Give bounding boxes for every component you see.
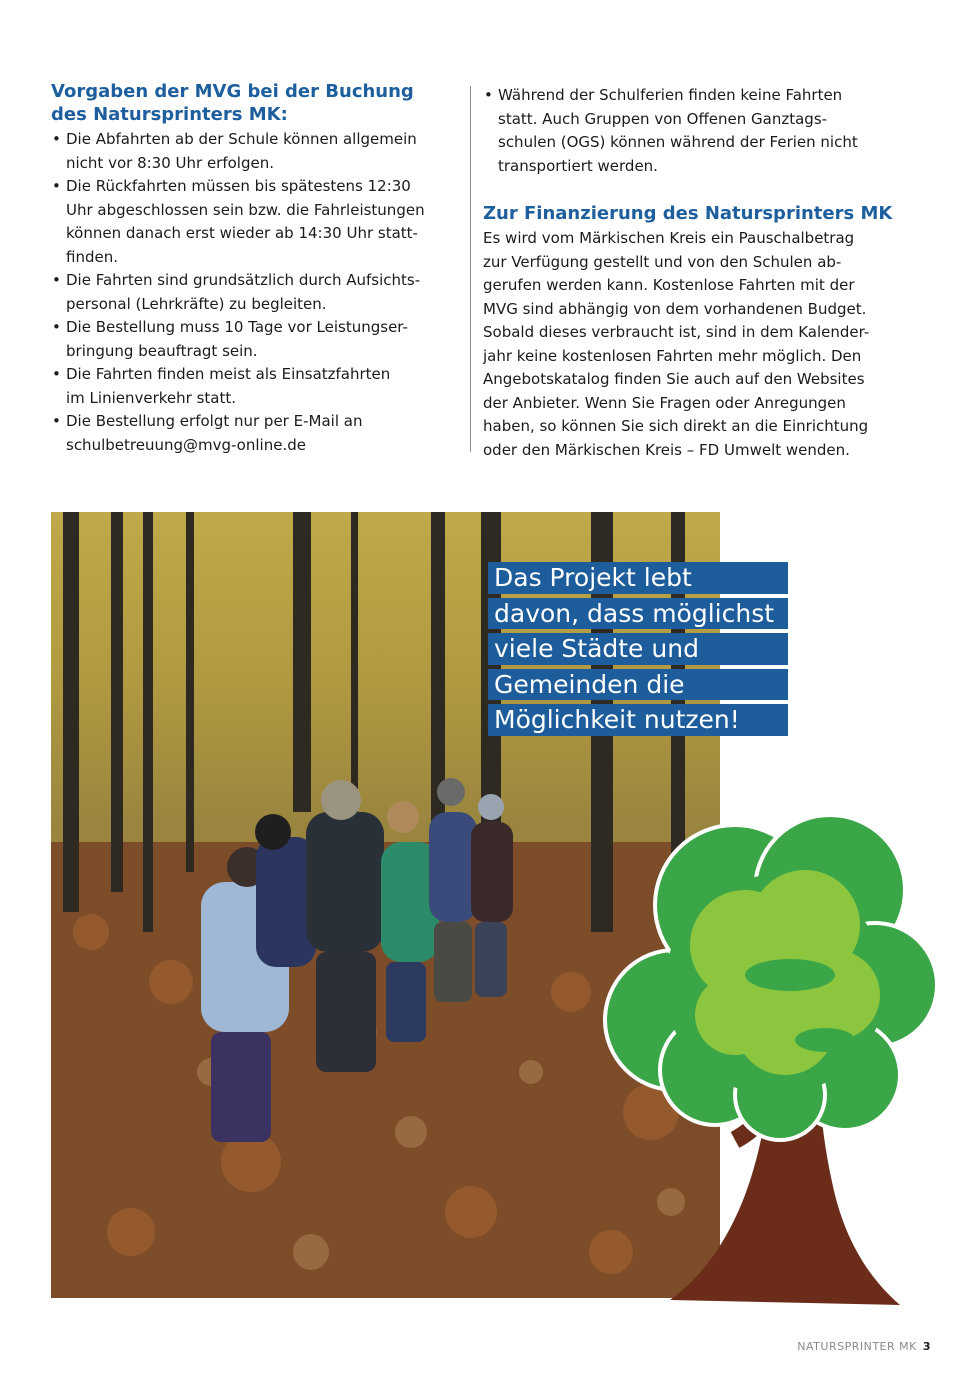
right-column [483,80,893,462]
page-footer [797,1340,931,1353]
quote-line: davon, dass möglichst [488,598,788,630]
column-divider [470,86,471,452]
booking-rules-heading: Vorgaben der MVG bei der Buchung des Natursprinters MK: [51,81,414,125]
financing-heading: Zur Finanzierung des Natursprinters MK [483,203,893,224]
email-address: schulbetreuung@mvg-online.de [66,435,306,454]
quote-line: Das Projekt lebt [488,562,788,594]
left-column [51,80,459,457]
quote-line: Möglichkeit nutzen! [488,704,788,736]
quote-line: viele Städte und [488,633,788,665]
list-item: • Die Bestellung erfolgt nur per E-Mail an schulbetreuung@mvg-online.de [51,410,459,457]
list-item: • Während der Schulferien finden keine Fahrten statt. Auch Gruppen von Offenen Ganztags- schulen (OGS) können während der Ferien nicht transportiert werden. [483,84,893,178]
list-item: • Die Rückfahrten müssen bis spätestens 12:30 Uhr abgeschlossen sein bzw. die Fahrleistungen können danach erst wieder ab 14:30 Uhr statt- finden. [51,175,459,269]
list-item: • Die Fahrten finden meist als Einsatzfahrten im Linienverkehr statt. [51,363,459,410]
project-quote [488,562,798,740]
footer-label: NATURSPRINTER MK [797,1340,917,1353]
quote-line: Gemeinden die [488,669,788,701]
booking-rules-list [51,128,459,457]
tree-icon [595,795,940,1320]
list-item: • Die Abfahrten ab der Schule können allgemein nicht vor 8:30 Uhr erfolgen. [51,128,459,175]
list-item: • Die Bestellung muss 10 Tage vor Leistungser- bringung beauftragt sein. [51,316,459,363]
financing-paragraph: Es wird vom Märkischen Kreis ein Pauschalbetrag zur Verfügung gestellt und von den Schulen ab- gerufen werden kann. Kostenlose Fahrten mit der MVG sind abhängig von dem vorhandenen Budget. Sobald dieses verbraucht ist, sind in dem Kalender- jahr keine kostenlosen Fahrten mehr möglich. Den Angebotskatalog finden Sie auch auf den Websites der Anbieter. Wenn Sie Fragen oder Anregungen haben, so können Sie sich direkt an die Einrichtung oder den Märkischen Kreis – FD Umwelt wenden. [483,229,870,459]
list-item: • Die Fahrten sind grundsätzlich durch Aufsichts- personal (Lehrkräfte) zu begleiten. [51,269,459,316]
holiday-rule-list [483,84,893,178]
page-number: 3 [922,1340,931,1353]
